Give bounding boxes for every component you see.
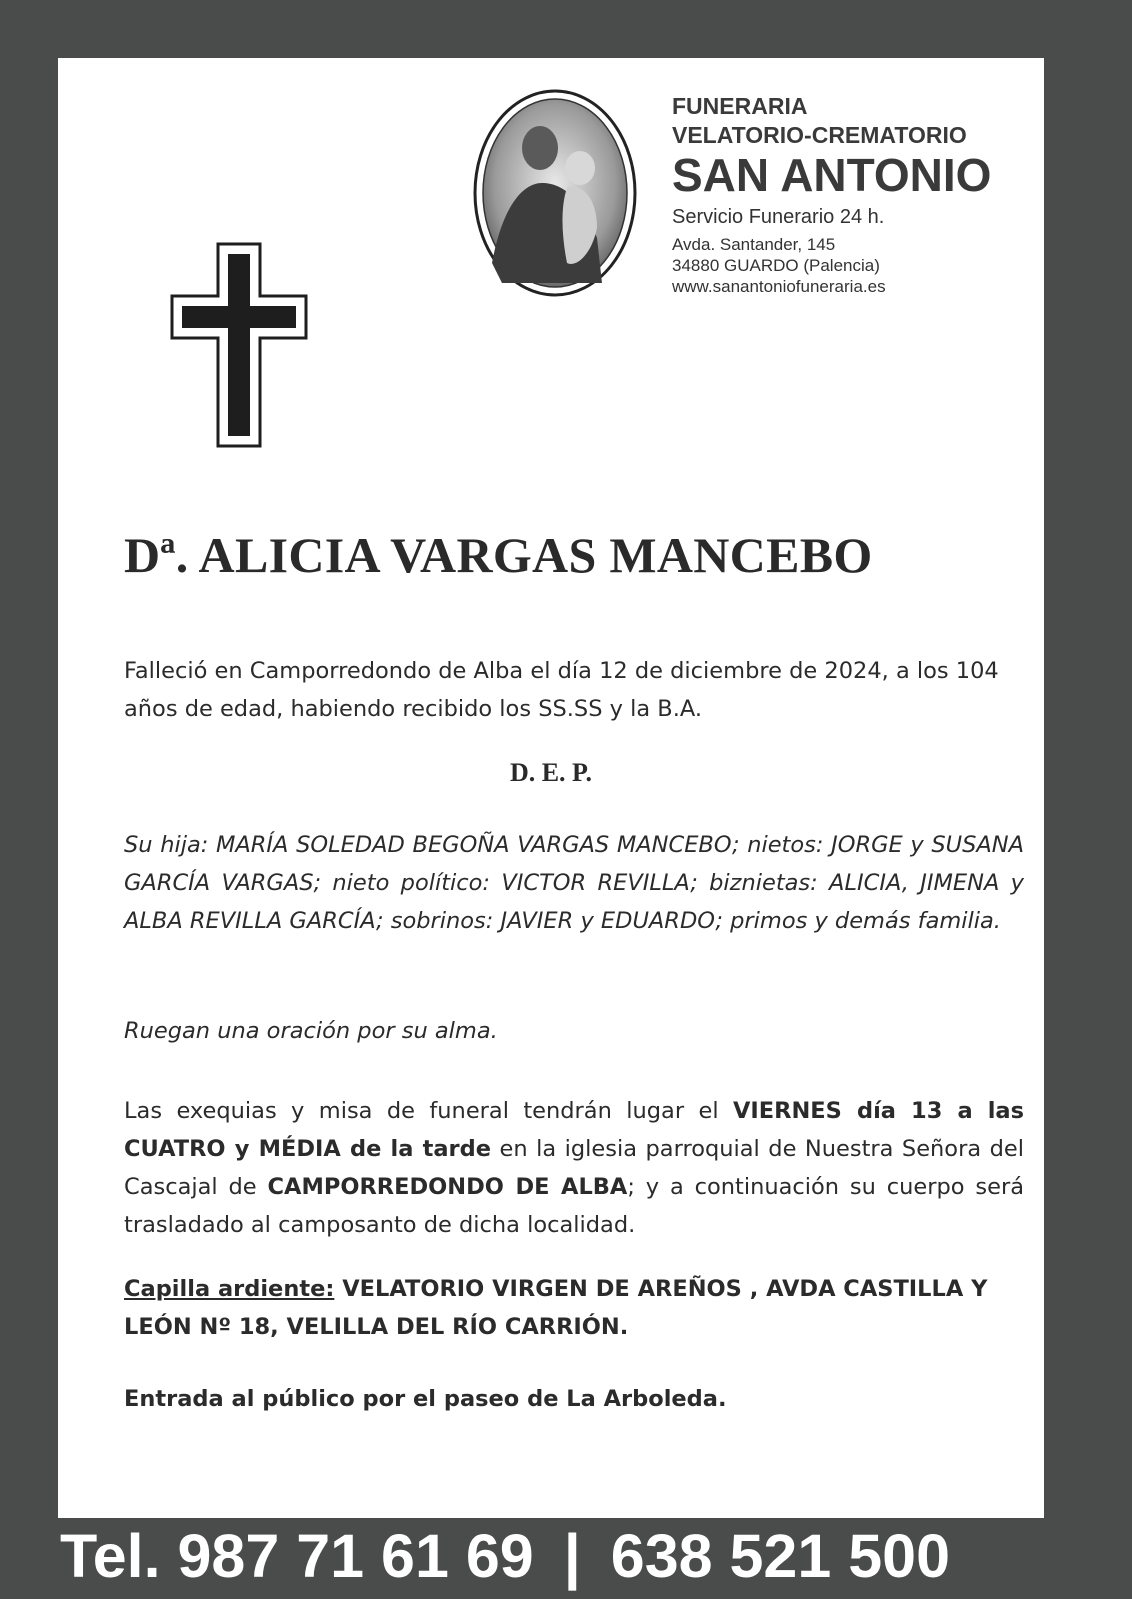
- phone-footer: [60, 1514, 950, 1599]
- website: www.sanantoniofuneraria.es: [672, 277, 886, 296]
- funeral-details: [124, 1092, 1024, 1244]
- header-line-velatorio: VELATORIO-CREMATORIO: [672, 122, 967, 148]
- phone-primary[interactable]: Tel. 987 71 61 69: [60, 1522, 534, 1590]
- funeral-text-1: Las exequias y misa de funeral tendrán lugar el: [124, 1098, 733, 1124]
- funeral-text-3: ; y a continuación su cuerpo será trasladado al camposanto de dicha localidad.: [124, 1174, 1024, 1238]
- cross-icon: [170, 242, 308, 448]
- phone-mobile[interactable]: 638 521 500: [610, 1522, 950, 1590]
- prayer-request: Ruegan una oración por su alma.: [124, 1018, 498, 1044]
- funeral-home-name: SAN ANTONIO: [672, 149, 992, 201]
- saint-anthony-medallion: [472, 88, 638, 298]
- funeral-town: CAMPORREDONDO DE ALBA: [267, 1174, 628, 1200]
- address-city: 34880 GUARDO (Palencia): [672, 256, 880, 275]
- phone-separator: |: [563, 1522, 581, 1590]
- chapel-info: [124, 1270, 1024, 1346]
- funeral-home-header: [672, 92, 991, 297]
- obituary-sheet: [58, 58, 1044, 1518]
- service-hours: Servicio Funerario 24 h.: [672, 206, 885, 228]
- deceased-name: Dª. ALICIA VARGAS MANCEBO: [124, 527, 873, 583]
- chapel-location: VELATORIO VIRGEN DE AREÑOS , AVDA CASTILLA Y LEÓN Nº 18, VELILLA DEL RÍO CARRIÓN.: [124, 1276, 988, 1340]
- public-entrance: Entrada al público por el paseo de La Arboleda.: [124, 1386, 727, 1412]
- family-list: Su hija: MARÍA SOLEDAD BEGOÑA VARGAS MANCEBO; nietos: JORGE y SUSANA GARCÍA VARGAS; nieto político: VICTOR REVILLA; biznietas: ALICIA, JIMENA y ALBA REVILLA GARCÍA; sobrinos: JAVIER y EDUARDO; primos y demás familia.: [124, 832, 1024, 934]
- dep-abbreviation: D. E. P.: [509, 758, 593, 787]
- death-announcement: Falleció en Camporredondo de Alba el día 12 de diciembre de 2024, a los 104 años de edad, habiendo recibido los SS.SS y la B.A.: [124, 658, 999, 722]
- funeral-date-time: VIERNES día 13 a las CUATRO y MÉDIA de la tarde: [124, 1098, 1024, 1162]
- funeral-text-2: en la iglesia parroquial de Nuestra Señora del Cascajal de: [124, 1136, 1024, 1200]
- header-line-funeraria: FUNERARIA: [672, 93, 808, 119]
- address-street: Avda. Santander, 145: [672, 235, 836, 254]
- chapel-label: Capilla ardiente:: [124, 1276, 335, 1302]
